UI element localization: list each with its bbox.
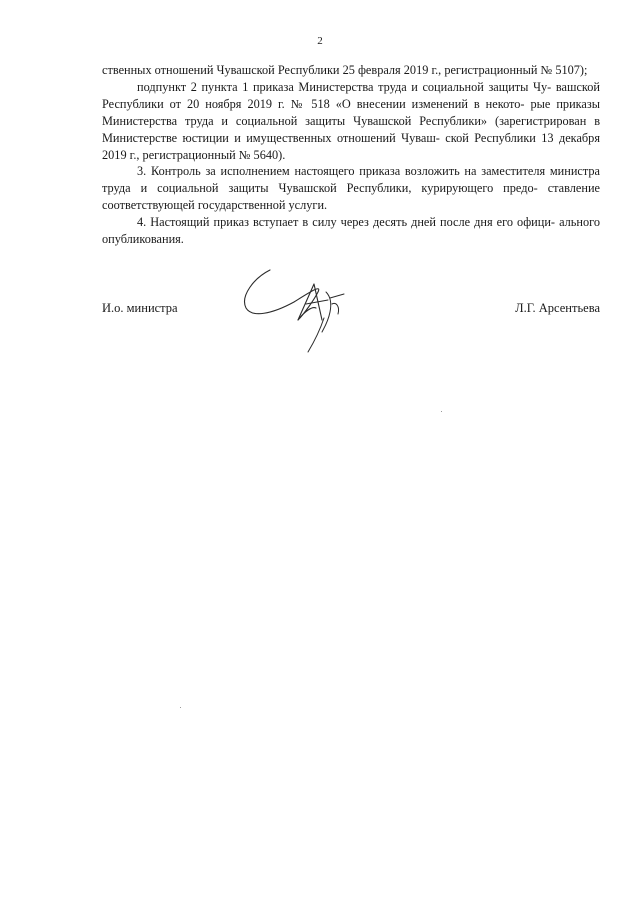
paragraph-item-4: [102, 214, 600, 248]
text-line: 4. Настоящий приказ вступает в силу через десять дней после дня его офици-: [137, 215, 556, 230]
text-line: ального опубликования.: [102, 215, 600, 247]
text-line: № 5107);: [540, 63, 588, 77]
signatory-name: Л.Г. Арсентьева: [515, 301, 600, 315]
scan-speck: [441, 411, 442, 412]
paragraph-item-3: [102, 163, 600, 214]
scan-speck: [180, 707, 181, 708]
text-line: вашской Республики от 20 ноября 2019 г. № 518 «О внесении изменений в некото-: [102, 79, 600, 111]
text-line: подпункт 2 пункта 1 приказа Министерства труда и социальной защиты Чу-: [137, 79, 552, 94]
text-line: (зарегистрирован в Министерстве юстиции и имущественных отношений Чуваш-: [102, 113, 600, 145]
text-line: рые приказы Министерства труда и социальной защиты Чувашской Республики»: [102, 96, 601, 128]
signatory-role: И.о. министра: [102, 301, 178, 315]
handwritten-signature: [232, 262, 362, 357]
text-line: ственных отношений Чувашской Республики 25 февраля 2019 г., регистрационный: [102, 63, 538, 77]
document-body: [102, 62, 600, 248]
text-line: министра труда и социальной защиты Чувашской Республики, курирующего предо-: [102, 164, 601, 196]
paragraph-subpoint: [102, 79, 600, 164]
text-line: ской Республики 13 декабря 2019 г., регистрационный № 5640).: [102, 130, 600, 162]
text-line: 3. Контроль за исполнением настоящего приказа возложить на заместителя: [137, 164, 546, 179]
page-number: 2: [317, 35, 323, 47]
paragraph-continuation: [102, 62, 600, 79]
text-line: ставление соответствующей государственной услуги.: [102, 181, 601, 213]
